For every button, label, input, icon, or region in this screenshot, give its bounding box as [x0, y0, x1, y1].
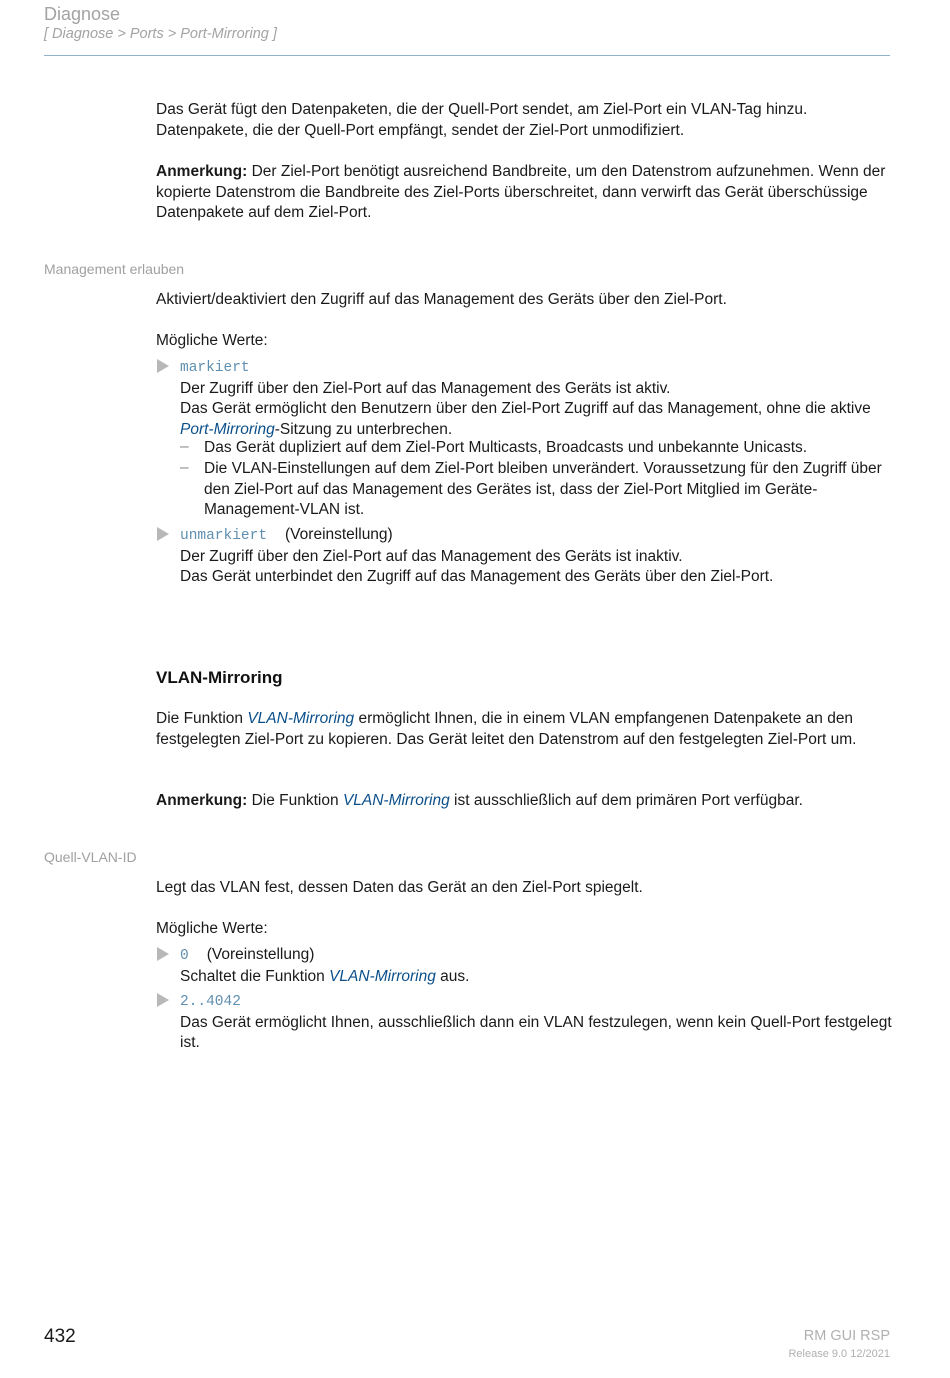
quell-vlan-values-heading: Mögliche Werte:: [156, 920, 268, 937]
parameter-label-quell-vlan-id: Quell-VLAN-ID: [44, 849, 137, 865]
intro-line-1: Das Gerät fügt den Datenpaketen, die der Quell-Port sendet, am Ziel-Port ein VLAN-Tag hinzu.: [156, 101, 808, 118]
vlan-mirroring-reference: VLAN-Mirroring: [342, 792, 450, 809]
option-desc-pre: Schaltet die Funktion: [180, 967, 330, 985]
management-option-unmarkiert: [180, 525, 896, 588]
option-desc: Das Gerät ermöglicht Ihnen, ausschließlich dann ein VLAN festzulegen, wenn kein Quell-Port festgelegt ist.: [180, 1013, 892, 1051]
option-desc-line-1: Der Zugriff über den Ziel-Port auf das Management des Geräts ist inaktiv.: [180, 547, 683, 565]
dash-marker: –: [180, 438, 189, 455]
option-value: 0: [180, 948, 189, 964]
paragraph-text-post: ermöglicht Ihnen, die in einem VLAN empfangenen Datenpakete an den festgelegten Ziel-Port zu kopieren. Das Gerät leitet den Datenstrom auf den festgelegten Ziel-Port um.: [156, 710, 857, 748]
option-value: 2..4042: [180, 994, 241, 1010]
option-value: markiert: [180, 360, 250, 376]
note-label: Anmerkung:: [156, 792, 248, 809]
management-description: Aktiviert/deaktiviert den Zugriff auf das Management des Geräts über den Ziel-Port.: [156, 291, 727, 308]
intro-note: [156, 162, 896, 224]
management-subitem-1: Das Gerät dupliziert auf dem Ziel-Port Multicasts, Broadcasts und unbekannte Unicasts.: [204, 439, 808, 456]
vlan-mirroring-paragraph: [156, 709, 896, 750]
note-text-pre: Die Funktion: [247, 792, 343, 809]
bullet-arrow-icon: [157, 527, 169, 541]
management-values-heading: Mögliche Werte:: [156, 332, 268, 349]
quell-vlan-description: Legt das VLAN fest, dessen Daten das Gerät an den Ziel-Port spiegelt.: [156, 879, 643, 896]
bullet-arrow-icon: [157, 359, 169, 373]
bullet-arrow-icon: [157, 947, 169, 961]
management-subitem-2: Die VLAN-Einstellungen auf dem Ziel-Port bleiben unverändert. Voraussetzung für den Zugriff über den Ziel-Port auf das Management des Gerätes ist, dass der Ziel-Port Mitglied im Geräte-Management-VLAN ist.: [204, 460, 882, 518]
paragraph-text-pre: Die Funktion: [156, 710, 248, 727]
note-label: Anmerkung:: [156, 163, 248, 180]
dash-marker: –: [180, 459, 189, 476]
intro-line-2: Datenpakete, die der Quell-Port empfängt, sendet der Ziel-Port unmodifiziert.: [156, 121, 685, 139]
parameter-label-management: Management erlauben: [44, 261, 185, 277]
option-desc-line-2-post: -Sitzung zu unterbrechen.: [274, 420, 453, 438]
header-divider: [44, 55, 890, 56]
page-number: 432: [44, 1326, 76, 1347]
footer-product: RM GUI RSP: [803, 1328, 890, 1344]
default-marker: (Voreinstellung): [206, 946, 315, 963]
note-text-post: ist ausschließlich auf dem primären Port verfügbar.: [449, 792, 803, 809]
footer-release: Release 9.0 12/2021: [788, 1348, 890, 1360]
quell-vlan-option-0: [180, 945, 896, 987]
option-desc-post: aus.: [435, 967, 470, 985]
option-value: unmarkiert: [180, 528, 268, 544]
bullet-arrow-icon: [157, 993, 169, 1007]
option-desc-line-1: Der Zugriff über den Ziel-Port auf das Management des Geräts ist aktiv.: [180, 379, 671, 397]
quell-vlan-option-range: [180, 991, 896, 1054]
management-option-markiert: [180, 357, 896, 440]
section-heading-vlan-mirroring: VLAN-Mirroring: [156, 668, 283, 687]
vlan-mirroring-reference: VLAN-Mirroring: [247, 710, 355, 727]
option-desc-line-2-pre: Das Gerät ermöglicht den Benutzern über den Ziel-Port Zugriff auf das Management, ohne die aktive: [180, 400, 871, 417]
note-text: Der Ziel-Port benötigt ausreichend Bandbreite, um den Datenstrom aufzunehmen. Wenn der kopierte Datenstrom die Bandbreite des Ziel-Ports überschreitet, dann verwirft das Gerät überschüssige Datenpakete auf dem Ziel-Port.: [156, 163, 886, 221]
port-mirroring-reference: Port-Mirroring: [180, 420, 275, 438]
breadcrumb: [ Diagnose > Ports > Port-Mirroring ]: [44, 26, 277, 42]
page-header-title: Diagnose: [44, 4, 121, 24]
option-desc-line-2: Das Gerät unterbindet den Zugriff auf das Management des Geräts über den Ziel-Port.: [180, 568, 774, 585]
vlan-mirroring-reference: VLAN-Mirroring: [329, 967, 436, 985]
vlan-mirroring-note: [156, 791, 896, 812]
intro-paragraph: [156, 100, 896, 141]
default-marker: (Voreinstellung): [285, 526, 393, 543]
